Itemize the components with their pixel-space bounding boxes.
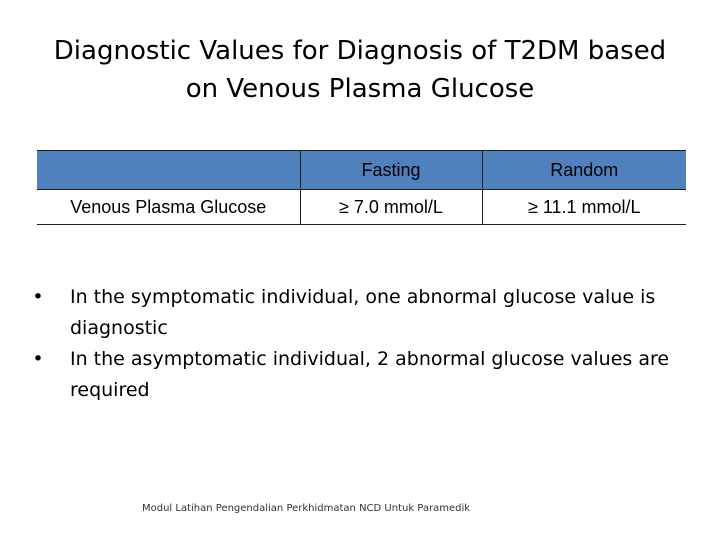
- glucose-criteria-table: [37, 150, 686, 225]
- bullet-list: [28, 282, 698, 406]
- bullet-marker: •: [32, 286, 44, 308]
- row-label: Venous Plasma Glucose: [37, 190, 300, 225]
- list-item: [28, 282, 698, 344]
- slide-title-line-2: on Venous Plasma Glucose: [185, 74, 535, 104]
- random-value: ≥ 11.1 mmol/L: [482, 190, 686, 225]
- bullet-text: In the symptomatic individual, one abnormal glucose value is diagnostic: [70, 286, 656, 339]
- table-header-random: Random: [482, 151, 686, 190]
- table-header-blank: [37, 151, 300, 190]
- fasting-value: ≥ 7.0 mmol/L: [300, 190, 482, 225]
- bullet-text: In the asymptomatic individual, 2 abnormal glucose values are required: [70, 348, 670, 401]
- slide-title: [20, 32, 700, 108]
- table-header-row: [37, 151, 686, 190]
- table-header-fasting: Fasting: [300, 151, 482, 190]
- list-item: [28, 344, 698, 406]
- slide-title-line-1: Diagnostic Values for Diagnosis of T2DM based: [53, 36, 667, 66]
- footer-caption: Modul Latihan Pengendalian Perkhidmatan NCD Untuk Paramedik: [142, 503, 471, 514]
- table-row: [37, 190, 686, 225]
- bullet-marker: •: [32, 348, 44, 370]
